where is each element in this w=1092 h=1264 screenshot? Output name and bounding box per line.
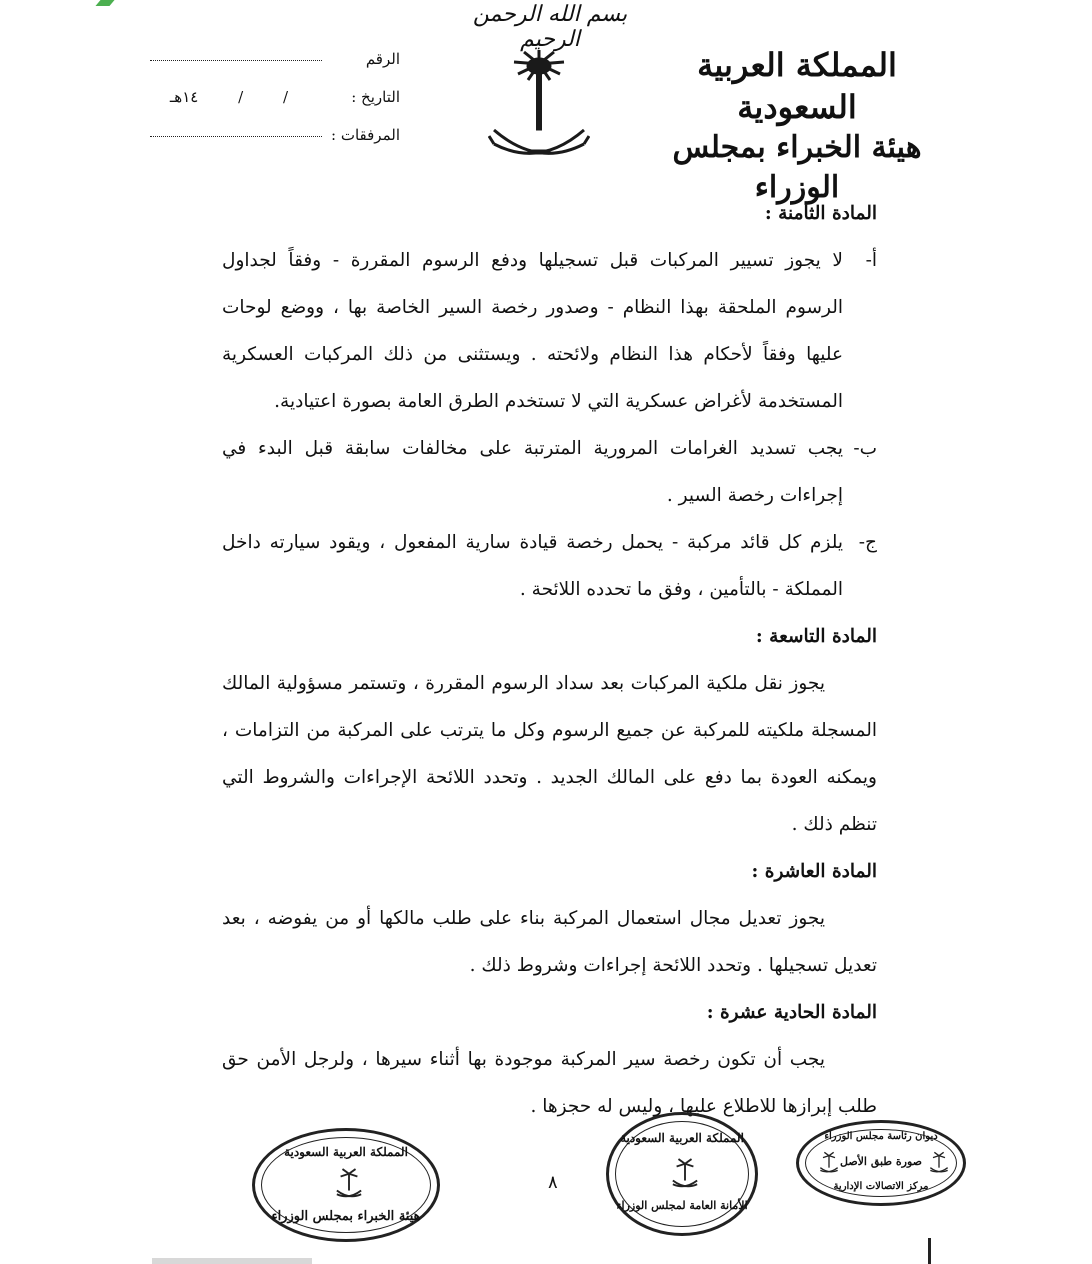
date-slash: / [238,88,244,106]
article-8-clause-c [222,519,877,613]
edge-mark [95,0,114,6]
margin-mark [928,1238,931,1264]
ref-row [150,42,400,80]
date-value [150,80,308,114]
clause-text: يجب تسديد الغرامات المرورية المترتبة على مخالفات سابقة قبل البدء في إجراءات رخصة السير . [222,438,843,506]
clause-text: لا يجوز تسيير المركبات قبل تسجيلها ودفع الرسوم المقررة - وفقاً لجداول الرسوم الملحقة بهذا النظام - وصدور رخصة السير الخاصة بها ، ووضع لوحات عليها وفقاً لأحكام هذا النظام ولائحته . ويستثنى من ذلك المركبات العسكرية المستخدمة لأغراض عسكرية التي لا تستخدم الطرق العامة بصورة اعتيادية. [222,250,843,412]
certified-copy-stamp [796,1120,966,1206]
date-suffix: ١٤هـ [169,88,199,106]
council-secretariat-stamp [606,1112,758,1236]
stamp-bottom-text: الأمانة العامة لمجلس الوزراء [616,1199,748,1212]
clause-marker: ب- [853,438,877,459]
organization-name [647,44,947,208]
ref-line [150,60,322,61]
stamp-top-text: المملكة العربية السعودية [620,1131,744,1145]
article-11-title: المادة الحادية عشرة : [706,1002,877,1023]
article-10-text: يجوز تعديل مجال استعمال المركبة بناء على طلب مالكها أو من يفوضه ، بعد تعديل تسجيلها . وتحدد اللائحة إجراءات وشروط ذلك . [222,908,877,976]
bottom-edge-smudge [152,1258,312,1264]
ref-label: الرقم [365,50,400,68]
clause-marker: ج- [858,532,877,553]
article-9-text: يجوز نقل ملكية المركبات بعد سداد الرسوم المقررة ، وتستمر مسؤولية المالك المسجلة ملكيته للمركبة عن جميع الرسوم وكل ما يترتب على المركبة من التزامات ، ويمكنه العودة بما دفع على المالك الجديد . وتحدد اللائحة الإجراءات والشروط التي تنظم ذلك . [222,673,877,835]
experts-commission-stamp [252,1128,440,1242]
attachments-row [150,118,400,156]
palm-swords-icon [671,1157,699,1191]
stamp-bottom-text: مركز الاتصالات الإدارية [833,1181,929,1192]
stamp-top-text: المملكة العربية السعودية [284,1145,408,1159]
reference-block [150,42,400,156]
clause-marker: أ- [865,250,877,271]
document-body [222,190,877,1130]
palm-swords-emblem-icon [488,48,590,178]
article-10-title: المادة العاشرة : [751,861,877,882]
stamp-top-text: ديوان رئاسة مجلس الوزراء [824,1131,938,1142]
clause-text: يلزم كل قائد مركبة - يحمل رخصة قيادة سارية المفعول ، ويقود سيارته داخل المملكة - بالتأمين ، وفق ما تحدده اللائحة . [222,532,843,600]
attachments-line [150,136,322,137]
article-11-text: يجب أن تكون رخصة سير المركبة موجودة بها أثناء سيرها ، ولرجل الأمن حق طلب إبرازها للاطلاع عليها ، وليس له حجزها . [222,1049,877,1117]
attachments-label: المرفقات : [331,126,400,144]
page-number: ٨ [548,1172,558,1193]
article-8-clause-a [222,237,877,425]
date-label: التاريخ : [351,88,400,106]
palm-swords-icon [335,1167,363,1201]
article-8-clause-b [222,425,877,519]
stamp-middle-text: صورة طبق الأصل [839,1155,922,1168]
date-slash: / [283,88,289,106]
basmala: بسم الله الرحمن الرحيم [472,2,628,52]
authority-name: هيئة الخبراء بمجلس الوزراء [672,130,922,205]
palm-swords-icon [929,1151,949,1175]
date-row [150,80,400,118]
article-8-title: المادة الثامنة : [764,203,877,224]
article-9-title: المادة التاسعة : [755,626,877,647]
kingdom-name: المملكة العربية السعودية [697,46,897,126]
stamp-bottom-text: هيئة الخبراء بمجلس الوزراء [271,1209,421,1224]
